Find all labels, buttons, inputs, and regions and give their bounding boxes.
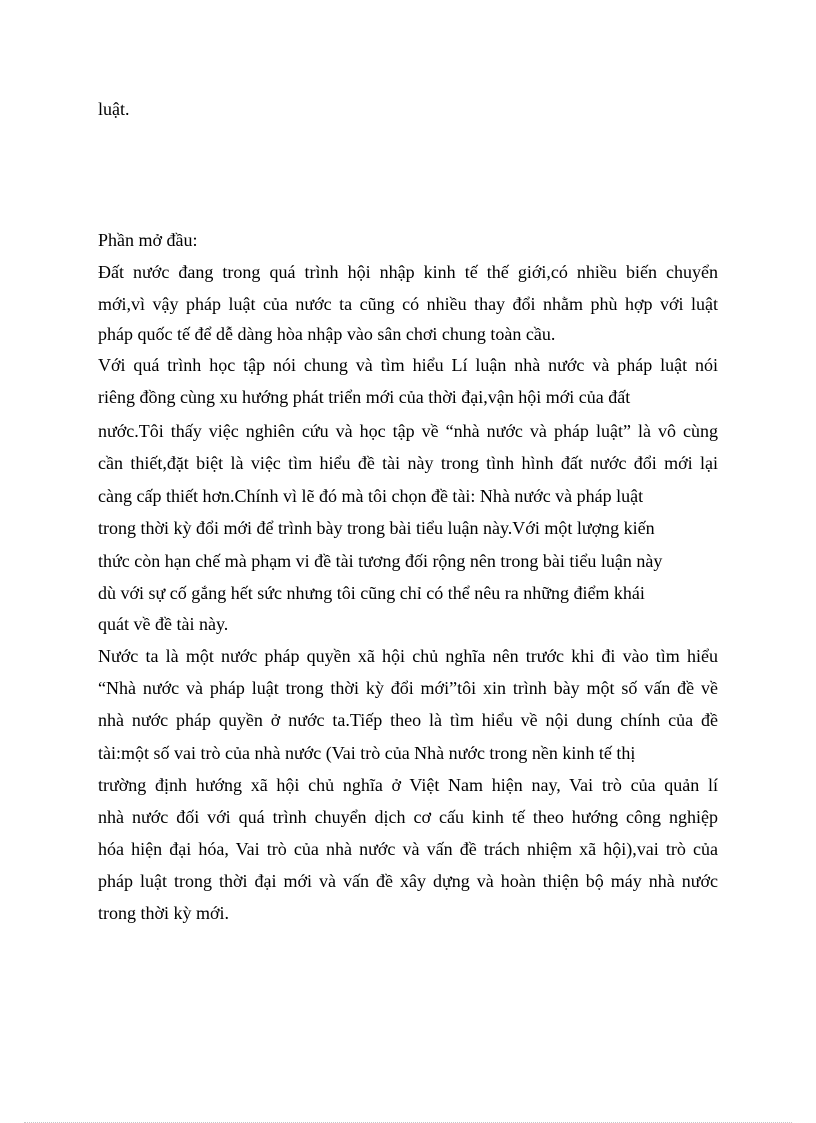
text-line: riêng đồng cùng xu hướng phát triển mới của thời đại,vận hội mới của đất bbox=[98, 387, 631, 407]
text-line: mới,vì vậy pháp luật của nước ta cũng có nhiều thay đổi nhằm phù hợp với luật bbox=[98, 294, 718, 314]
text-line: càng cấp thiết hơn.Chính vì lẽ đó mà tôi chọn đề tài: Nhà nước và pháp luật bbox=[98, 486, 644, 506]
text-line: trong thời kỳ mới. bbox=[98, 903, 230, 923]
text-line: nhà nước đối với quá trình chuyển dịch cơ cấu kinh tế theo hướng công nghiệp bbox=[98, 807, 718, 827]
text-line: nhà nước pháp quyền ở nước ta.Tiếp theo là tìm hiểu về nội dung chính của đề bbox=[98, 710, 718, 730]
text-line: pháp luật trong thời đại mới và vấn đề xây dựng và hoàn thiện bộ máy nhà nước bbox=[98, 871, 718, 891]
section-heading: Phần mở đầu: bbox=[98, 230, 198, 250]
text-line: quát về đề tài này. bbox=[98, 614, 229, 634]
text-line: “Nhà nước và pháp luật trong thời kỳ đổi mới”tôi xin trình bày một số vấn đề về bbox=[98, 678, 718, 698]
text-line: Nước ta là một nước pháp quyền xã hội chủ nghĩa nên trước khi đi vào tìm hiểu bbox=[98, 646, 718, 666]
text-line: Đất nước đang trong quá trình hội nhập kinh tế thế giới,có nhiều biến chuyển bbox=[98, 262, 718, 282]
text-line: trong thời kỳ đổi mới để trình bày trong bài tiểu luận này.Với một lượng kiến bbox=[98, 518, 655, 538]
text-line: tài:một số vai trò của nhà nước (Vai trò của Nhà nước trong nền kinh tế thị bbox=[98, 743, 636, 763]
text-line: pháp quốc tế để dễ dàng hòa nhập vào sân chơi chung toàn cầu. bbox=[98, 324, 556, 344]
text-line: nước.Tôi thấy việc nghiên cứu và học tập về “nhà nước và pháp luật” là vô cùng bbox=[98, 421, 718, 441]
text-line: dù với sự cố gắng hết sức nhưng tôi cũng chỉ có thể nêu ra những điểm khái bbox=[98, 583, 645, 603]
text-line: hóa hiện đại hóa, Vai trò của nhà nước và vấn đề trách nhiệm xã hội),vai trò của bbox=[98, 839, 718, 859]
text-line: thức còn hạn chế mà phạm vi đề tài tương đối rộng nên trong bài tiểu luận này bbox=[98, 551, 663, 571]
text-line: luật. bbox=[98, 99, 130, 119]
text-line: trường định hướng xã hội chủ nghĩa ở Việt Nam hiện nay, Vai trò của quản lí bbox=[98, 775, 718, 795]
text-line: Với quá trình học tập nói chung và tìm hiểu Lí luận nhà nước và pháp luật nói bbox=[98, 355, 718, 375]
text-line: cần thiết,đặt biệt là việc tìm hiểu đề tài này trong tình hình đất nước đổi mới lại bbox=[98, 453, 718, 473]
